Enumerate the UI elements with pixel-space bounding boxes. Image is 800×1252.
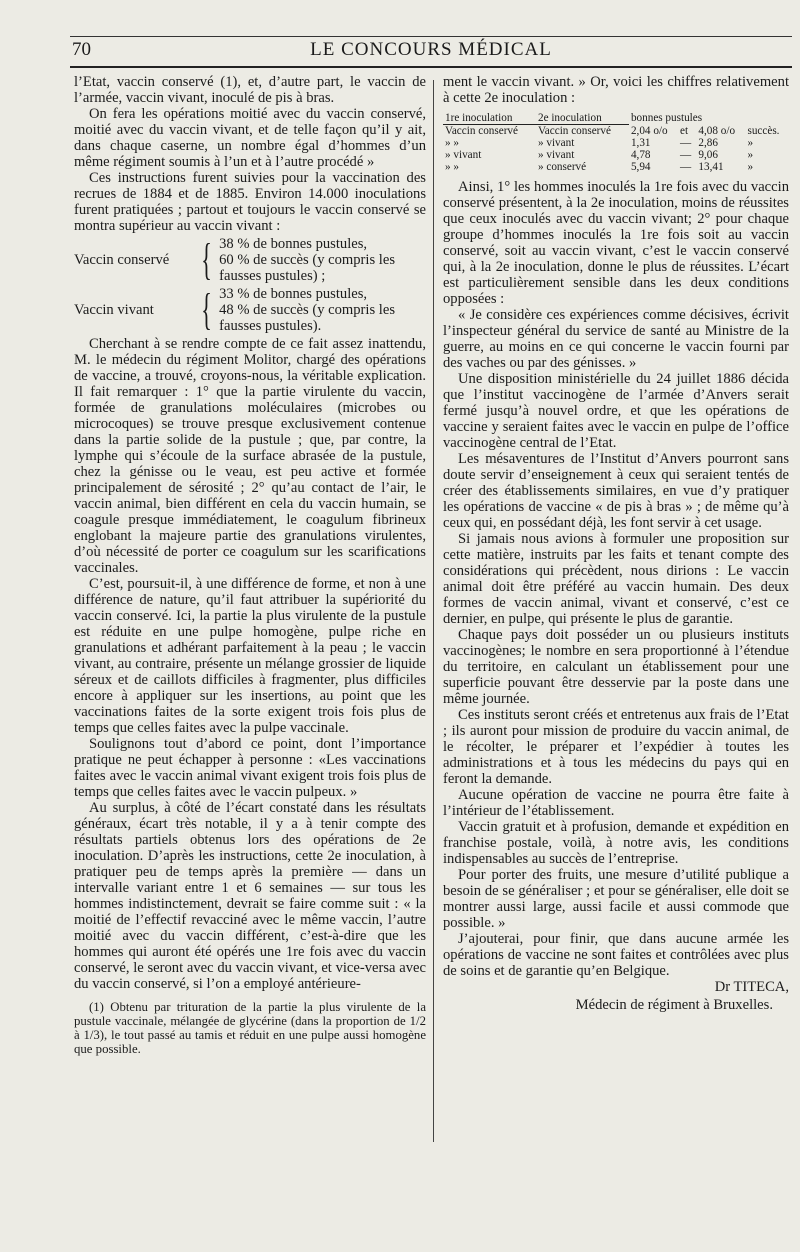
paragraph: Soulignons tout d’abord ce point, dont l’importance pratique ne peut échapper à personne : «Les vaccinations faites avec le vaccin animal vivant exigent trois fois plus de temps que celles faites avec le vaccin pulpeux. » [74, 736, 426, 800]
results-conserve [74, 236, 426, 284]
table-header: 2e inoculation [536, 112, 629, 125]
brace-line: 33 % de bonnes pustules, [219, 286, 368, 302]
table-row [443, 161, 789, 173]
header-rule-top [70, 36, 792, 37]
brace-items [219, 236, 426, 284]
table-cell: Vaccin conservé [537, 125, 611, 137]
paragraph: Pour porter des fruits, une mesure d’utilité publique a besoin de se généraliser ; et pour se généraliser, elle doit se montrer aussi large, aussi facile et aussi commode que possible. » [443, 867, 789, 931]
brace-line: fausses pustules). [219, 318, 322, 334]
brace-label: Vaccin conservé [74, 252, 170, 268]
table-cell: 5,94 [630, 161, 651, 173]
table-cell: » conservé [537, 161, 587, 173]
paragraph: « Je considère ces expériences comme décisives, écrivit l’inspecteur général du service de santé au Ministre de la guerre, au moins en ce qui concerne le vaccin fourni par des vaches ou par des génisses. » [443, 307, 789, 371]
paragraph: C’est, poursuit-il, à une différence de forme, et non à une différence de nature, qu’il faut attribuer la supériorité du vaccin conservé. Ici, la partie la plus virulente de la pustule est réduite en une pulpe homogène, pulpe riche en granulations et adhérant parfaitement à la peau ; le vaccin vivant, au contraire, présente un mélange grossier de liquide séreux et de caillots difficiles à fragmenter, plus difficiles encore à appliquer sur les insertions, au point que les vaccinations faites de la sorte exigent trois fois plus de temps que celles faites avec la pulpe vaccinale. [74, 576, 426, 736]
table-cell: » [747, 149, 754, 161]
paragraph: Au surplus, à côté de l’écart constaté dans les résultats généraux, écart très notable, il y a à tenir compte des résultats partiels obtenus lors des opérations de 2e inoculation. D’après les instructions, cette 2e inoculation, à pratiquer peu de temps après la première — dans un intervalle variant entre 1 et 6 semaines — sur tous les hommes indistinctement, devrait se faire comme suit : « la moitié de l’effectif revacciné avec le même vaccin, l’autre moitié avec du vaccin différent, c’est-à-dire que les hommes qui auront été opérés une 1re fois avec du vaccin conservé, le seront avec du vaccin vivant, et vice-versa avec du vaccin conservé, si l’on a employé antérieure- [74, 800, 426, 992]
table-cell: — [680, 137, 692, 149]
table-cell: » [747, 161, 754, 173]
table-cell: — [680, 149, 692, 161]
table-cell: 4,78 [630, 149, 651, 161]
paragraph: Ces instructions furent suivies pour la vaccination des recrues de 1884 et de 1885. Environ 14.000 inoculations furent pratiquées ; partout et toujours le vaccin conservé se montra supérieur au vaccin vivant : [74, 170, 426, 234]
left-column [74, 74, 426, 1056]
brace-glyph: { [201, 235, 212, 284]
brace-items [219, 286, 426, 334]
table-cell: 1,31 [630, 137, 651, 149]
table-cell: » » [445, 137, 459, 149]
table-cell: » vivant [537, 137, 575, 149]
table-header: 1re inoculation [443, 112, 536, 125]
signature: Dr TITECA, [714, 979, 789, 995]
table-cell: 2,86 [698, 137, 718, 149]
page-number: 70 [72, 39, 91, 60]
brace-line: 60 % de succès (y compris les [219, 252, 396, 268]
paragraph: Vaccin gratuit et à profusion, demande et expédition en franchise postale, voilà, à notre avis, les conditions indispensables au succès de l’entreprise. [443, 819, 789, 867]
table-cell: » » [445, 161, 459, 173]
right-column [443, 74, 789, 1013]
paragraph: Aucune opération de vaccine ne pourra être faite à l’intérieur de l’établissement. [443, 787, 789, 819]
table-cell: — [680, 161, 692, 173]
table-row [443, 125, 789, 138]
paragraph: Une disposition ministérielle du 24 juillet 1886 décida que l’institut vaccinogène de l’armée d’Anvers serait fermé jusqu’à nouvel ordre, et que les opérations de vaccine y seraient faites avec le vaccin en pulpe de l’office vaccinogène central de l’Etat. [443, 371, 789, 451]
table-header: bonnes pustules [630, 112, 703, 125]
table-cell: Vaccin conservé [445, 125, 518, 137]
table-cell: 2,04 o/o [630, 124, 668, 137]
paragraph: l’Etat, vaccin conservé (1), et, d’autre part, le vaccin de l’armée, vaccin vivant, inoculé de pis à bras. [74, 74, 426, 106]
brace-line: 38 % de bonnes pustules, [219, 236, 368, 252]
footnote [74, 1000, 426, 1056]
table-cell: 13,41 [698, 161, 724, 173]
table-cell: » [747, 137, 754, 149]
paragraph: Ces instituts seront créés et entretenus aux frais de l’Etat ; ils auront pour mission de produire du vaccin animal, de le récolter, le préparer et l’expédier à toutes les administrations et à tous les médecins du pays qui en feront la demande. [443, 707, 789, 787]
signature-title: Médecin de régiment à Bruxelles. [575, 997, 773, 1013]
paragraph: On fera les opérations moitié avec du vaccin conservé, moitié avec du vaccin vivant, et de telle façon qu’il y ait, dans chaque caserne, un nombre égal d’hommes d’un même régiment soumis à l’un et à l’autre procédé » [74, 106, 426, 170]
inoculation-table [443, 112, 789, 173]
header-rule-bottom [70, 66, 792, 68]
table-cell: et [680, 124, 689, 137]
brace-line: 48 % de succès (y compris les [219, 302, 396, 318]
table-cell: » vivant [445, 149, 482, 161]
paragraph: ment le vaccin vivant. » Or, voici les chiffres relativement à cette 2e inoculation : [443, 74, 789, 106]
paragraph: Si jamais nous avions à formuler une proposition sur cette matière, instruits par les faits et tenant compte des considérations qui précèdent, nous dirions : Le vaccin animal doit être préféré au vaccin humain. Des deux formes de vaccin animal, vivant et conservé, c’est ce dernier, en pulpe, qui présente le plus de garantie. [443, 531, 789, 627]
footnote-text: (1) Obtenu par trituration de la partie la plus virulente de la pustule vaccinale, mélangée de glycérine (dans la proportion de 1/2 à 1/3), le tout passé au tamis et réduit en une pulpe aussi homogène que possible. [74, 1000, 426, 1056]
paragraph: J’ajouterai, pour finir, que dans aucune armée les opérations de vaccine ne sont faites et contrôlées avec plus de soins et de garantie qu’en Belgique. [443, 931, 789, 979]
brace-line: fausses pustules) ; [219, 268, 326, 284]
paragraph: Chaque pays doit posséder un ou plusieurs instituts vaccinogènes; le nombre en sera proportionné à l’étendue du territoire, en calculant un établissement pour une superficie pouvant être desservie par la poste dans une même journée. [443, 627, 789, 707]
brace-label: Vaccin vivant [74, 302, 154, 318]
paragraph: Ainsi, 1° les hommes inoculés la 1re fois avec du vaccin conservé présentent, à la 2e inoculation, moins de réussites que ceux inoculés avec du vaccin vivant; 2° pour chaque groupe d’hommes inoculés la 1re fois soit au vaccin conservé, soit au vaccin vivant, c’est le vaccin conservé qui, à la 2e inoculation, donne le plus de réussites. L’écart est particulièrement sensible dans les deux conditions opposées : [443, 179, 789, 307]
brace-glyph: { [201, 285, 212, 334]
table-cell: » vivant [537, 149, 575, 161]
paragraph: Les mésaventures de l’Institut d’Anvers pourront sans doute servir d’enseignement à ceux qui seraient tentés de créer des établissements similaires, en vue d’y pratiquer les opérations de vaccine « de pis à bras » ; de même qu’à ceux qui, en possédant déjà, les font servir à cet usage. [443, 451, 789, 531]
journal-title: LE CONCOURS MÉDICAL [310, 39, 552, 60]
column-divider [433, 80, 434, 1142]
table-cell: succès. [747, 124, 780, 137]
page-header [70, 28, 792, 68]
table-cell: 9,06 [698, 149, 718, 161]
table-row [443, 149, 789, 161]
table-row [443, 137, 789, 149]
results-vivant [74, 286, 426, 334]
paragraph: Cherchant à se rendre compte de ce fait assez inattendu, M. le médecin du régiment Molitor, chargé des opérations de vaccine, a trouvé, croyons-nous, la véritable explication. Il fait remarquer : 1° que la partie virulente du vaccin, formée de granulations moléculaires (microbes ou microcoques) se trouve presque exclusivement contenue dans la partie solide de la pustule ; que, par contre, la lymphe qui s’écoule de la surface abrasée de la pustule, chez la génisse ou le veau, est peu active et formée principalement de sérosité ; 2° qu’au contact de l’air, le vaccin animal, bien différent en cela du vaccin humain, se coagule presque immédiatement, le coagulum fibrineux englobant la majeure partie des granulations virulentes, d’où nécessité de porter ce coagulum sur les scarifications vaccinales. [74, 336, 426, 576]
table-cell: 4,08 o/o [698, 124, 736, 137]
